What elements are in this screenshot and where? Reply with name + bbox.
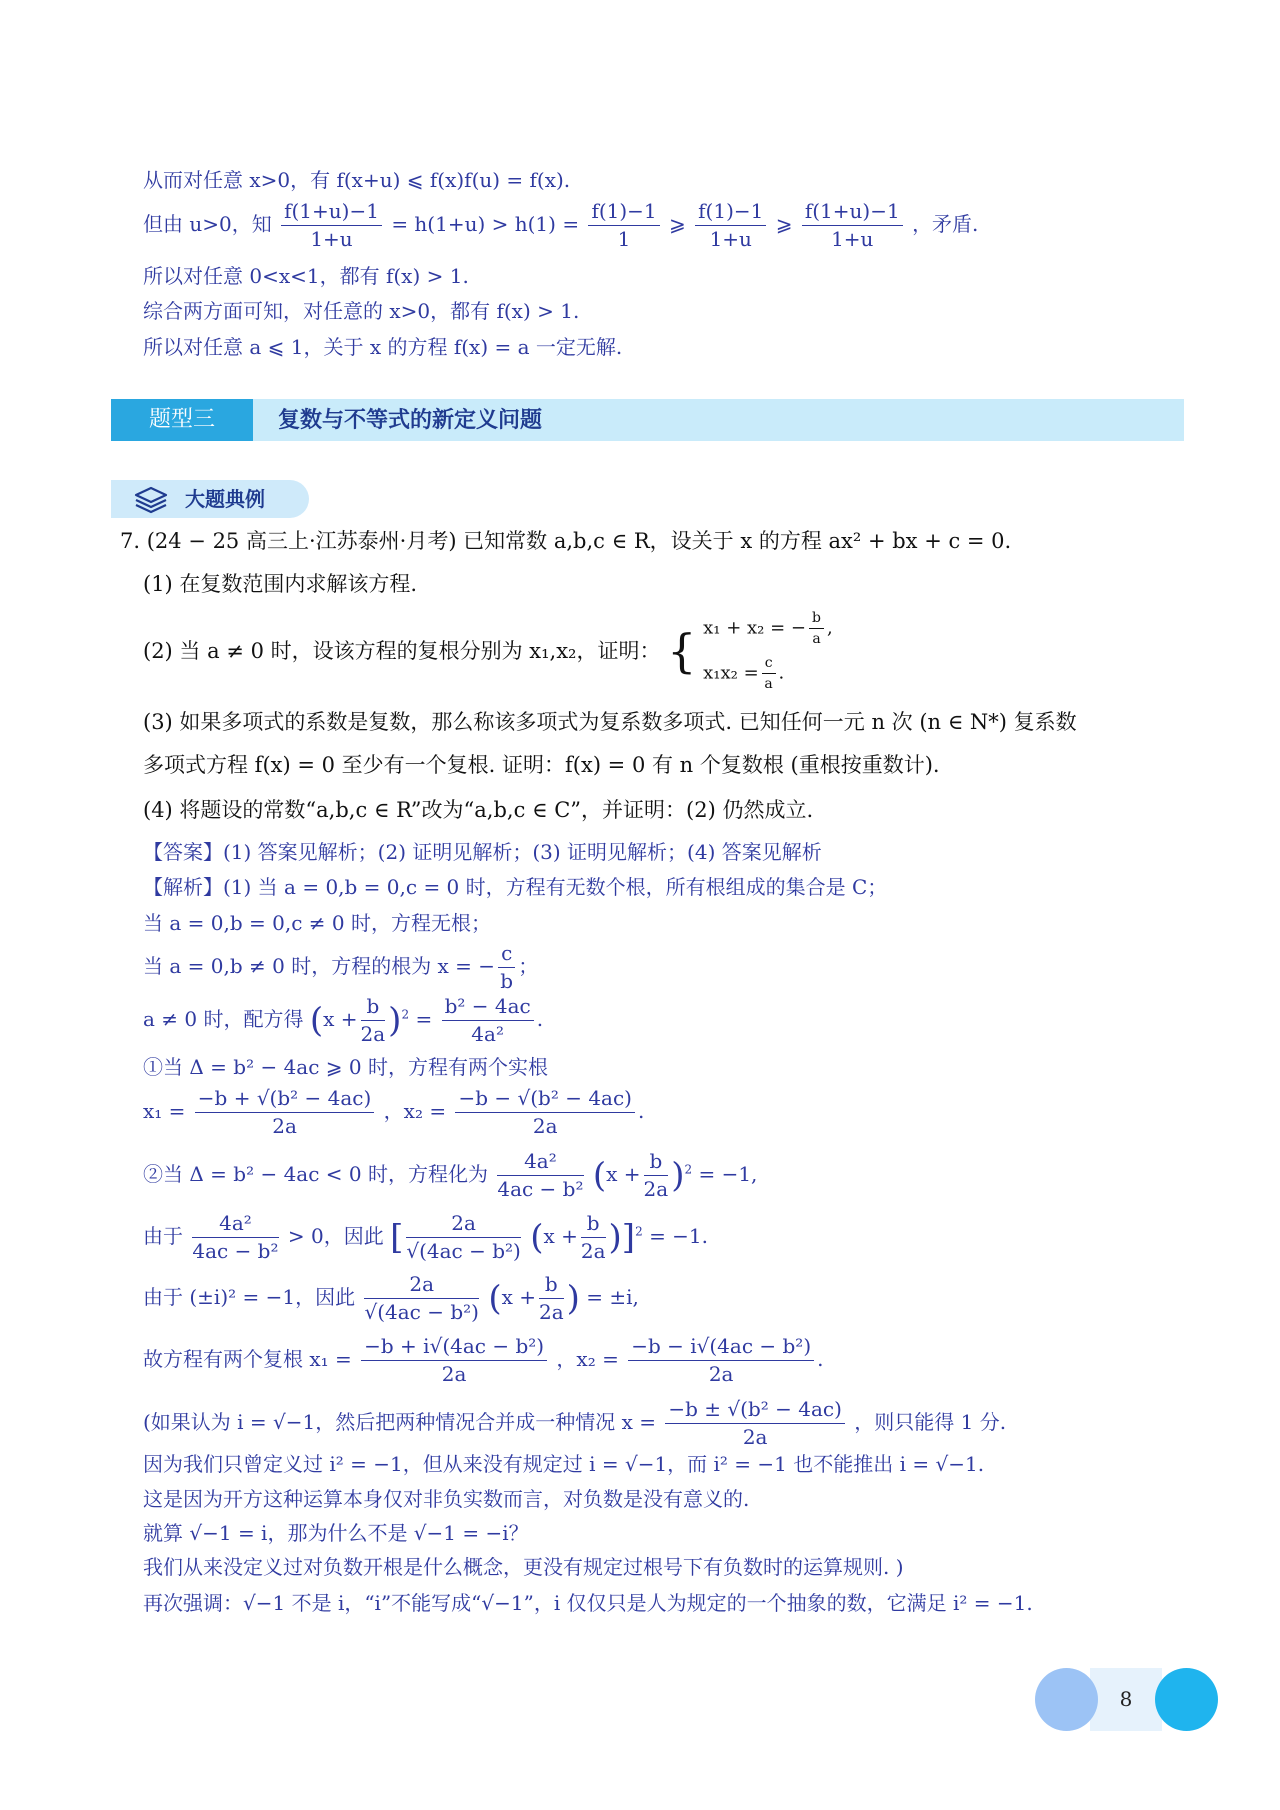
section-header-bar — [111, 399, 1184, 441]
problem-part-3a: (3) 如果多项式的系数是复数，那么称该多项式为复系数多项式. 已知任何一元 n 次 (n ∈ N*) 复系数 — [143, 710, 1077, 734]
text: = h(1+u) > h(1) = — [391, 212, 580, 236]
analysis-line: (如果认为 i = √−1，然后把两种情况合并成一种情况 x = $\frac{\text{−b ± √(b² − 4ac)}}{2a}$ ，则只能得 1 分. — [143, 1397, 1007, 1449]
analysis-line: 由于 $\frac{\text{4a²}}{\text{4ac − b²}}$ > 0，因此 [ $\frac{2a}{\text{√(4ac − b²)}}$ (x + $\frac{b}{2a}$ )]$^2$ = −1. — [143, 1211, 709, 1263]
solution-line: 所以对任意 0<x<1，都有 f(x) > 1. — [143, 264, 469, 288]
analysis-line: 我们从来没定义过对负数开根是什么概念，更没有规定过根号下有负数时的运算规则. ) — [143, 1555, 904, 1579]
page-decor-right — [1155, 1668, 1218, 1731]
text: ，矛盾. — [912, 212, 979, 236]
problem-part-4: (4) 将题设的常数“a,b,c ∈ R”改为“a,b,c ∈ C”，并证明：(2) 仍然成立. — [143, 798, 814, 822]
solution-line-fractions — [143, 200, 978, 251]
section-tag: 题型三 — [111, 399, 253, 441]
problem-stem: 7. (24 − 25 高三上·江苏泰州·月考) 已知常数 a,b,c ∈ R，设关于 x 的方程 ax² + bx + c = 0. — [120, 529, 1012, 553]
fraction: $\frac{f(1)-1}{1}$ — [588, 200, 659, 251]
text: (2) 当 a ≠ 0 时，设该方程的复根分别为 x₁,x₂，证明： — [143, 639, 661, 664]
page-decor-left — [1035, 1668, 1098, 1731]
problem-part-1: (1) 在复数范围内求解该方程. — [143, 572, 418, 596]
analysis-line: x₁ = $\frac{\text{−b + √(b² − 4ac)}}{2a}$ ，x₂ = $\frac{\text{−b − √(b² − 4ac)}}{2a}$ . — [143, 1086, 645, 1138]
section-title: 复数与不等式的新定义问题 — [278, 407, 543, 433]
text: 但由 u>0，知 — [143, 212, 272, 236]
fraction: $\frac{f(1+u)-1}{1+u}$ — [281, 200, 382, 251]
answer-line: 【答案】(1) 答案见解析；(2) 证明见解析；(3) 证明见解析；(4) 答案见解析 — [143, 840, 822, 864]
analysis-line: ②当 Δ = b² − 4ac < 0 时，方程化为 $\frac{\text{4a²}}{\text{4ac − b²}}$ (x + $\frac{b}{2a}$ )$^2$ = −1, — [143, 1149, 758, 1201]
solution-line: 从而对任意 x>0，有 f(x+u) ⩽ f(x)f(u) = f(x). — [143, 168, 571, 192]
analysis-line: 因为我们只曾定义过 i² = −1，但从来没有规定过 i = √−1，而 i² = −1 也不能推出 i = √−1. — [143, 1452, 985, 1476]
text: ⩾ — [669, 212, 686, 236]
page-number: 8 — [1119, 1687, 1133, 1711]
layers-icon — [133, 485, 169, 515]
analysis-line: 由于 (±i)² = −1，因此 $\frac{2a}{\text{√(4ac − b²)}}$ (x + $\frac{b}{2a}$ ) = ±i, — [143, 1272, 639, 1324]
solution-line: 综合两方面可知，对任意的 x>0，都有 f(x) > 1. — [143, 299, 580, 323]
analysis-line: 【解析】(1) 当 a = 0,b = 0,c = 0 时，方程有无数个根，所有根组成的集合是 C； — [143, 875, 888, 899]
fraction: $\frac{f(1+u)-1}{1+u}$ — [802, 200, 903, 251]
analysis-line: ①当 Δ = b² − 4ac ⩾ 0 时，方程有两个实根 — [143, 1055, 548, 1079]
example-label: 大题典例 — [185, 487, 265, 511]
problem-part-2 — [143, 610, 833, 693]
analysis-line: 这是因为开方这种运算本身仅对非负实数而言，对负数是没有意义的. — [143, 1487, 750, 1511]
analysis-line: 再次强调：√−1 不是 i，“i”不能写成“√−1”，i 仅仅只是人为规定的一个抽象的数，它满足 i² = −1. — [143, 1591, 1033, 1615]
fraction: $\frac{f(1)-1}{1+u}$ — [695, 200, 766, 251]
analysis-line: 就算 √−1 = i，那为什么不是 √−1 = −i？ — [143, 1521, 529, 1545]
equation-system: x₁ + x₂ = − $\frac{b}{a}$ , x₁x₂ = $\frac{c}{a}$ . — [703, 610, 833, 693]
analysis-line: a ≠ 0 时，配方得 (x + $\frac{b}{2a}$ )$^2$ = $\frac{\text{b² − 4ac}}{\text{4a²}}$ . — [143, 994, 544, 1046]
problem-part-3b: 多项式方程 f(x) = 0 至少有一个复根. 证明：f(x) = 0 有 n 个复数根 (重根按重数计). — [143, 753, 940, 777]
analysis-line: 故方程有两个复根 x₁ = $\frac{\text{−b + i√(4ac − b²)}}{2a}$ ，x₂ = $\frac{\text{−b − i√(4ac − b²)}}{2a}$ . — [143, 1334, 824, 1386]
text: ⩾ — [775, 212, 793, 236]
brace: { — [667, 624, 697, 679]
analysis-line: 当 a = 0,b ≠ 0 时，方程的根为 x = − $\frac{c}{b}$ ； — [143, 941, 539, 993]
analysis-line: 当 a = 0,b = 0,c ≠ 0 时，方程无根； — [143, 911, 491, 935]
solution-line: 所以对任意 a ⩽ 1，关于 x 的方程 f(x) = a 一定无解. — [143, 335, 623, 359]
